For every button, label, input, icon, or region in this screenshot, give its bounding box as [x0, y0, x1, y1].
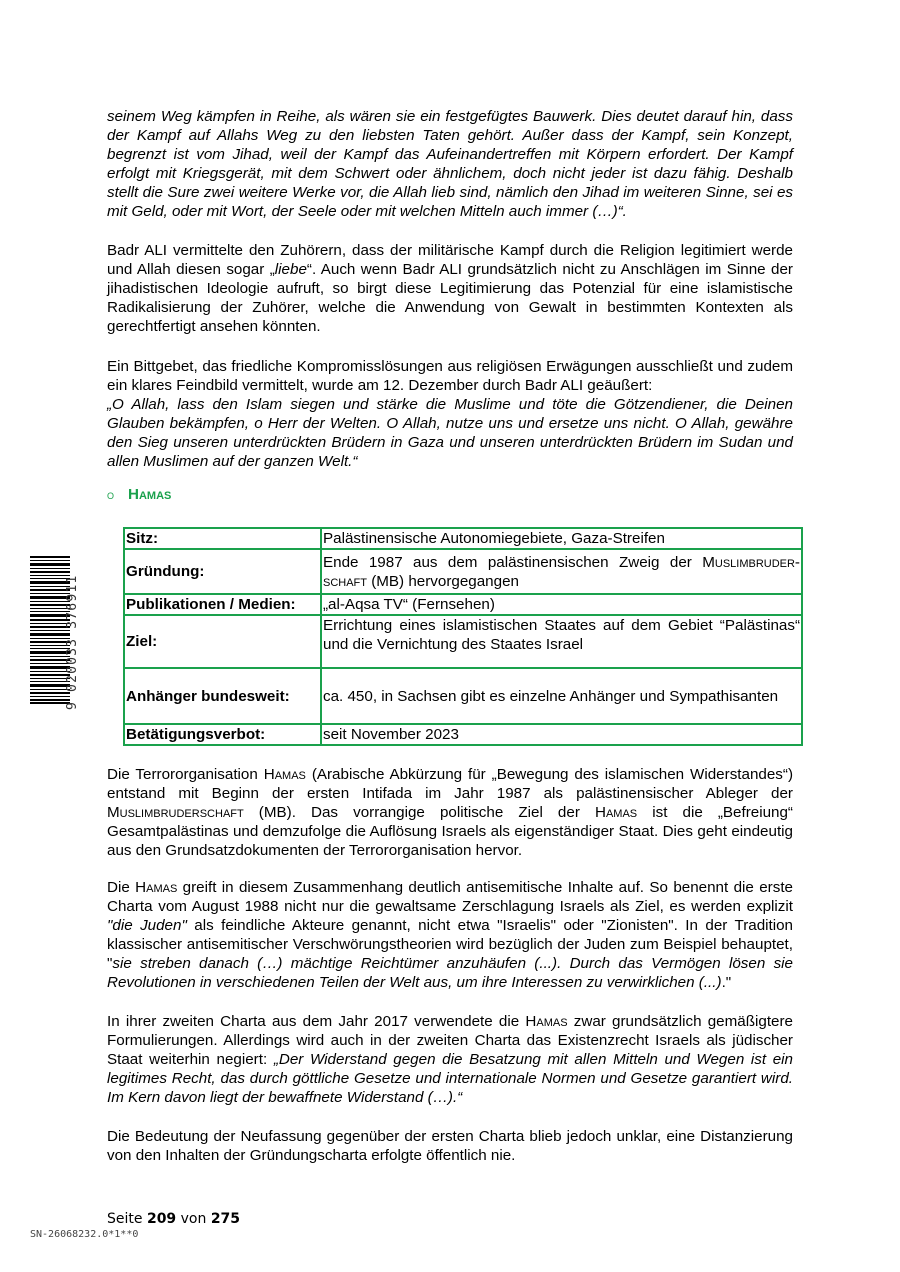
- table-row: [124, 549, 802, 594]
- page-prefix: Seite: [107, 1211, 147, 1227]
- table-value: „al-Aqsa TV“ (Fernsehen): [321, 594, 802, 615]
- emphasis-span: liebe: [274, 261, 307, 278]
- text-span: Ende 1987 aus dem palästinensischen Zweig der: [323, 553, 703, 571]
- table-row: [124, 528, 802, 549]
- page-mid: von: [176, 1211, 211, 1227]
- org-name: Hamas: [525, 1013, 568, 1030]
- table-key: Gründung:: [124, 549, 321, 594]
- table-value: Palästinensische Autonomiegebiete, Gaza-Streifen: [321, 528, 802, 549]
- section-heading-hamas: [107, 486, 171, 503]
- paragraph-second-charta: [107, 1012, 793, 1107]
- org-name: Hamas: [135, 879, 178, 896]
- table-key: Sitz:: [124, 528, 321, 549]
- org-name: Hamas: [594, 804, 638, 821]
- barcode-digits: 9 020033 376911: [65, 574, 80, 710]
- text-span: In ihrer zweiten Charta aus dem Jahr 2017 verwendete die: [107, 1013, 526, 1030]
- section-title: Hamas: [128, 486, 172, 503]
- hamas-info-table: [123, 527, 803, 746]
- page-current: 209: [146, 1211, 177, 1227]
- org-name: Hamas: [263, 766, 306, 783]
- paragraph-antisemitism: [107, 878, 793, 992]
- table-row: [124, 668, 802, 724]
- page-total: 275: [210, 1211, 241, 1227]
- table-key: Ziel:: [124, 615, 321, 668]
- quote-span: „Der Widerstand gegen die Besatzung mit allen Mitteln und Wegen ist ein legitimes Recht, das durch göttliche Gesetze und internationale Normen und Gesetze garantiert wird. Im Kern davon liegt der bewaffnete Widerstand (…).“: [107, 1051, 793, 1106]
- text-span: .": [721, 974, 732, 991]
- emphasis-span: "die Juden": [107, 917, 187, 934]
- table-key: Publikationen / Medien:: [124, 594, 321, 615]
- barcode-image: [30, 556, 70, 704]
- bullet-icon: o: [107, 487, 115, 502]
- text-span: zwar grundsätzlich gemäßigtere Formulierungen. Allerdings wird auch in der zweiten Charta das Existenzrecht Israels als jüdischer Staat weiterhin negiert:: [107, 1013, 793, 1068]
- table-row: [124, 594, 802, 615]
- text-span: ist die „Befreiung“ Gesamtpalästinas und demzufolge die Auflösung Israels als eigenständiger Staat. Dies geht eindeutig aus den Grundsatzdokumenten der Terrororganisation hervor.: [107, 804, 793, 859]
- paragraph-bittgebet: Ein Bittgebet, das friedliche Kompromisslösungen aus religiösen Erwägungen ausschließt und zudem ein klares Feindbild vermittelt, wurde am 12. Dezember durch Badr ALI geäußert:: [107, 358, 793, 394]
- text-span: Die Terrororganisation: [107, 766, 264, 783]
- text-span: (MB). Das vorrangige politische Ziel der: [243, 804, 595, 821]
- quote-span: sie streben danach (…) mächtige Reichtümer anzuhäufen (...). Durch das Vermögen lösen sie Revolutionen in verschiedenen Teilen der Welt aus, um ihre Interessen zu verwirklichen (...): [107, 955, 793, 991]
- document-code: SN-26068232.0*1**0: [30, 1229, 139, 1240]
- text-span: als feindliche Akteure genannt, nicht etwa "Israelis" oder "Zionisten". In der Tradition klassischer antisemitischer Verschwörungstheorien wird bezüglich der Juden zum Beispiel behauptet, ": [107, 917, 794, 972]
- text-span: (Arabische Abkürzung für „Bewegung des islamischen Widerstandes“) entstand mit Beginn der ersten Intifada im Jahr 1987 als palästinensischer Ableger der: [107, 766, 793, 802]
- page-number: [107, 1211, 240, 1227]
- table-key: Anhänger bundesweit:: [124, 668, 321, 724]
- table-value: seit November 2023: [321, 724, 802, 745]
- table-value: [321, 549, 802, 594]
- paragraph-badr-ali: [107, 241, 793, 336]
- paragraph-neufassung: Die Bedeutung der Neufassung gegenüber der ersten Charta blieb jedoch unklar, eine Distanzierung von den Inhalten der Gründungscharta erfolgte öffentlich nie.: [107, 1128, 793, 1164]
- table-row: [124, 724, 802, 745]
- text-span: “. Auch wenn Badr ALI grundsätzlich nicht zu Anschlägen im Sinne der jihadistischen Ideologie aufruft, so birgt diese Legitimierung das Potenzial für eine islamistische Radikalisierung der Zuhörer, welche die Anwendung von Gewalt in bestimmten Kontexten als gerechtfertigt ansehen könnten.: [107, 261, 793, 335]
- org-name: Muslimbruderschaft: [107, 804, 244, 821]
- text-span: Badr ALI vermittelte den Zuhörern, dass der militärische Kampf durch die Religion legitimiert werde und Allah diesen sogar „: [107, 242, 793, 278]
- quote-bittgebet: „O Allah, lass den Islam siegen und stärke die Muslime und töte die Götzendiener, die Deinen Glauben bekämpfen, o Herr der Welten. O Allah, nutze uns und ersetze uns nicht. O Allah, gewähre den Sieg unseren unterdrückten Brüdern in Gaza und unseren unterdrückten Brüdern im Sudan und allen Muslimen auf der ganzen Welt.“: [107, 396, 793, 470]
- table-value: ca. 450, in Sachsen gibt es einzelne Anhänger und Sympathisanten: [321, 668, 802, 724]
- paragraph-terrororganisation: [107, 765, 793, 860]
- table-row: [124, 615, 802, 668]
- text-span: greift in diesem Zusammenhang deutlich antisemitische Inhalte auf. So benennt die erste Charta vom August 1988 nicht nur die gewaltsame Zerschlagung Israels als Ziel, es werden explizit: [107, 879, 793, 915]
- quote-paragraph-1: seinem Weg kämpfen in Reihe, als wären sie ein festgefügtes Bauwerk. Dies deutet darauf hin, dass der Kampf auf Allahs Weg zu den liebsten Taten gehört. Außer dass der Kampf, sein Konzept, begrenzt ist vom Jihad, weil der Kampf das Aufeinandertreffen mit Körpern erfordert. Der Kampf erfolgt mit Kriegsgerät, mit dem Schwert oder ähnlichem, doch nicht jeder ist dazu fähig. Deshalb stellt die Sure zwei weitere Werke vor, die Allah lieb sind, nämlich den Jihad im weiteren Sinne, sei es mit Geld, oder mit Wort, der Seele oder mit welchen Mitteln auch immer (…)“.: [107, 108, 793, 220]
- org-name: Muslimbruder-schaft: [323, 553, 800, 590]
- text-span: (MB) hervorgegangen: [367, 572, 519, 590]
- table-key: Betätigungsverbot:: [124, 724, 321, 745]
- text-span: Die: [107, 879, 136, 896]
- table-value: Errichtung eines islamistischen Staates auf dem Gebiet “Palästinas“ und die Vernichtung des Staates Israel: [321, 615, 802, 668]
